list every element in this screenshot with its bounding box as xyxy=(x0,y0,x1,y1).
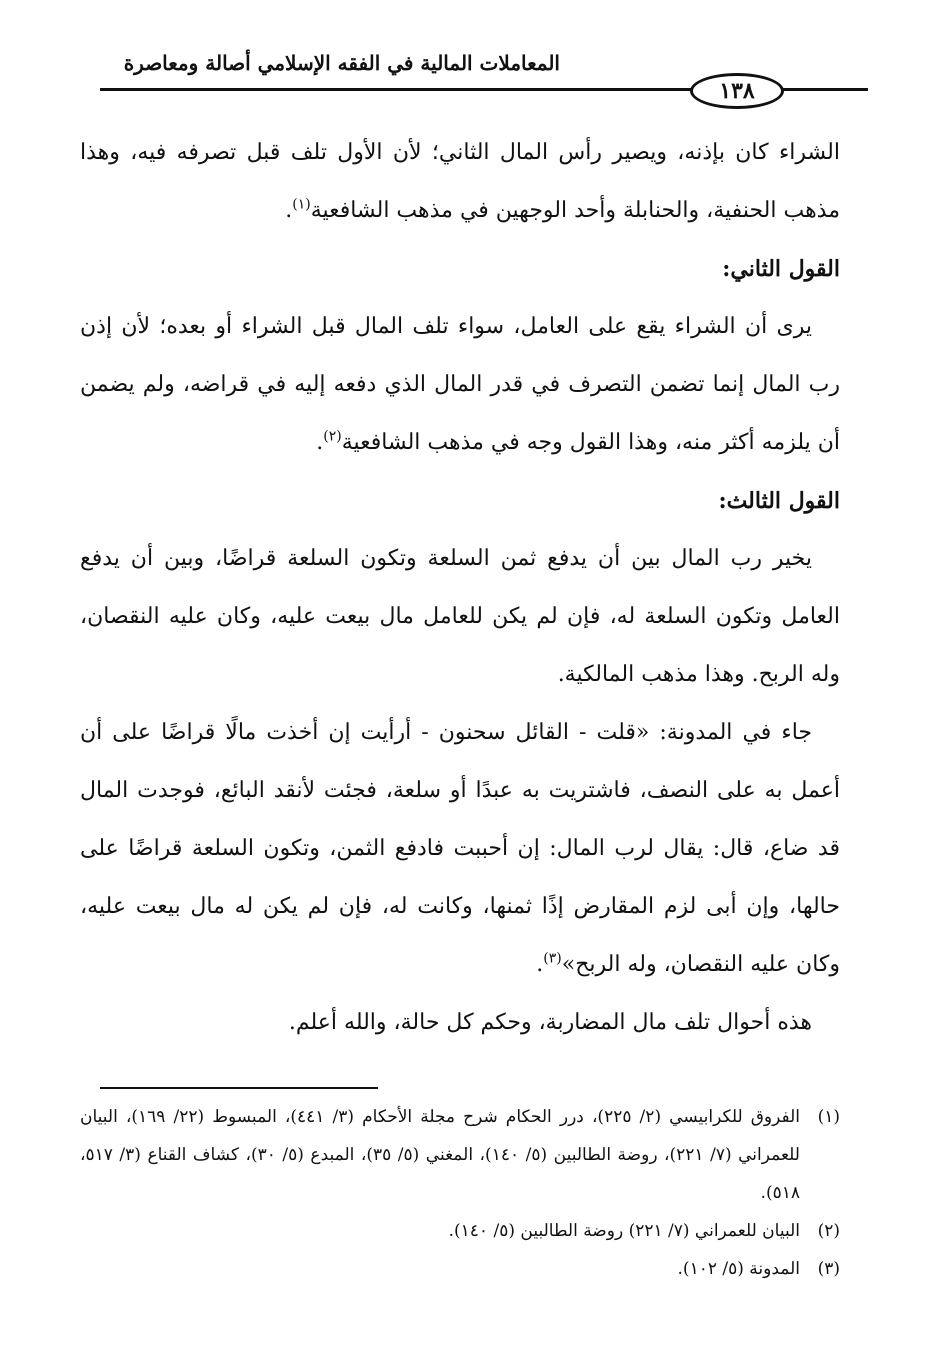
paragraph-1-end: . xyxy=(285,198,293,223)
body-text xyxy=(80,124,840,1052)
footnote-marker-2: (٢) xyxy=(323,428,342,445)
footnote-number: (١) xyxy=(817,1107,840,1127)
paragraph-4-text: جاء في المدونة: «قلت - القائل سحنون - أرأيت إن أخذت مالًا قراضًا على أن أعمل به على النصف، فاشتريت به عبدًا أو سلعة، فجئت لأنقد البائع، فوجدت المال قد ضاع، قال: يقال لرب المال: إن أحببت فادفع الثمن، وتكون السلعة قراضًا على حالها، وإن أبى لزم المقارض إذًا ثمنها، وكانت له، فإن لم يكن له مال بيعت عليه، وكان عليه النقصان، وله الربح» xyxy=(80,720,840,977)
paragraph-2-text: يرى أن الشراء يقع على العامل، سواء تلف المال قبل الشراء أو بعده؛ لأن إذن رب المال إنما تضمن التصرف في قدر المال الذي دفعه إليه في قراضه، ولم يضمن أن يلزمه أكثر منه، وهذا القول وجه في مذهب الشافعية xyxy=(80,314,840,455)
heading-third-opinion: القول الثالث: xyxy=(718,488,840,514)
footnote-marker-3: (٣) xyxy=(543,950,562,967)
footnote-text: البيان للعمراني (٧/ ٢٢١) روضة الطالبين (٥/ ١٤٠). xyxy=(448,1221,800,1241)
paragraph-4-end: . xyxy=(536,952,544,977)
footnote-text: الفروق للكرابيسي (٢/ ٢٢٥)، درر الحكام شرح مجلة الأحكام (٣/ ٤٤١)، المبسوط (٢٢/ ١٦٩)، البيان للعمراني (٧/ ٢٢١)، روضة الطالبين (٥/ ١٤٠)، المغني (٥/ ٣٥)، المبدع (٥/ ٣٠)، كشاف القناع (٣/ ٥١٧، ٥١٨). xyxy=(80,1107,801,1203)
running-title: المعاملات المالية في الفقه الإسلامي أصالة ومعاصرة xyxy=(123,51,560,75)
heading-second-opinion: القول الثاني: xyxy=(722,256,840,282)
paragraph-3: يخير رب المال بين أن يدفع ثمن السلعة وتكون السلعة قراضًا، وبين أن يدفع العامل وتكون السلعة له، فإن لم يكن للعامل مال بيعت عليه، وكان عليه النقصان، وله الربح. وهذا مذهب المالكية. xyxy=(80,546,840,687)
footnote-text: المدونة (٥/ ١٠٢). xyxy=(677,1259,800,1279)
footnote-2 xyxy=(80,1212,840,1250)
footnote-number: (٣) xyxy=(817,1259,840,1279)
footnote-rule xyxy=(100,1087,378,1089)
paragraph-4 xyxy=(80,704,840,994)
footnote-1 xyxy=(80,1098,840,1212)
paragraph-1 xyxy=(80,124,840,240)
paragraph-2-end: . xyxy=(316,430,324,455)
footnote-3 xyxy=(80,1250,840,1288)
paragraph-2 xyxy=(80,298,840,472)
footnote-number: (٢) xyxy=(817,1221,840,1241)
footnotes xyxy=(80,1098,840,1288)
paragraph-1-text: الشراء كان بإذنه، ويصير رأس المال الثاني؛ لأن الأول تلف قبل تصرفه فيه، وهذا مذهب الحنفية، والحنابلة وأحد الوجهين في مذهب الشافعية xyxy=(80,140,840,223)
footnote-marker-1: (١) xyxy=(292,196,311,213)
page-number-oval: ١٣٨ xyxy=(690,73,784,109)
paragraph-5: هذه أحوال تلف مال المضاربة، وحكم كل حالة، والله أعلم. xyxy=(288,1010,812,1035)
